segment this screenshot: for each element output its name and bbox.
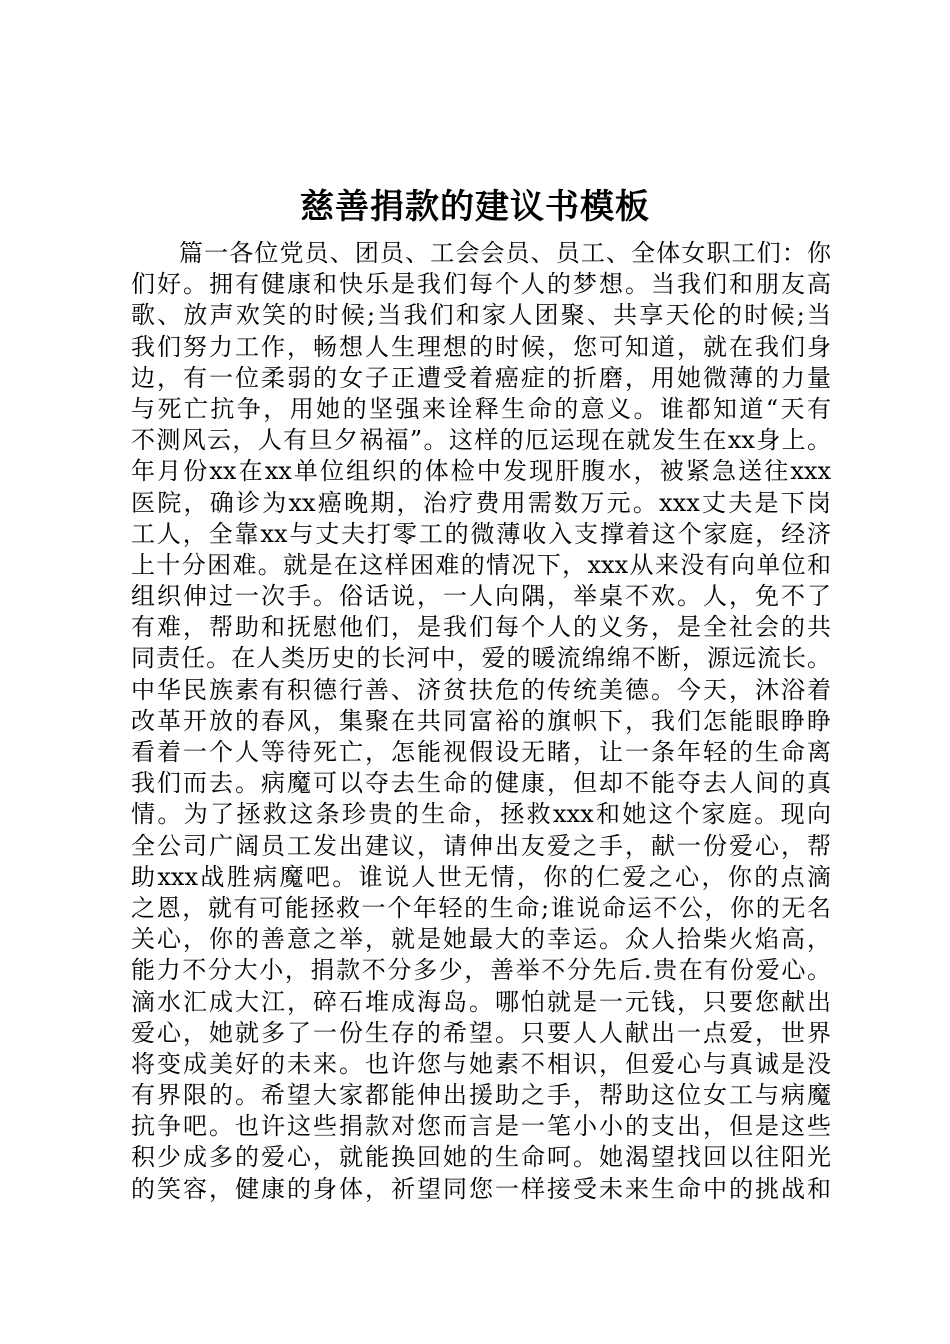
body-line: 能力不分大小，捐款不分多少，善举不分先后.贵在有份爱心。 [131, 956, 831, 985]
body-line: 我们而去。病魔可以夺去生命的健康，但却不能夺去人间的真 [131, 769, 831, 798]
body-line: 的笑容，健康的身体，祈望同您一样接受未来生命中的挑战和 [131, 1174, 831, 1203]
body-line: 我们努力工作，畅想人生理想的时候，您可知道，就在我们身 [131, 332, 831, 361]
document-title: 慈善捐款的建议书模板 [300, 187, 650, 227]
body-line: 看着一个人等待死亡，怎能视假设无睹，让一条年轻的生命离 [131, 738, 831, 766]
body-line: 上十分困难。就是在这样困难的情况下，xxx从来没有向单位和 [131, 550, 831, 579]
body-line: 同责任。在人类历史的长河中，爱的暖流绵绵不断，源远流长。 [131, 644, 831, 673]
body-line: 篇一各位党员、团员、工会会员、员工、全体女职工们：你 [179, 239, 831, 267]
body-line: 与死亡抗争，用她的坚强来诠释生命的意义。谁都知道“天有 [131, 394, 831, 423]
body-line: 年月份xx在xx单位组织的体检中发现肝腹水，被紧急送往xxx [131, 457, 831, 486]
body-line: 助xxx战胜病魔吧。谁说人世无情，你的仁爱之心，你的点滴 [131, 862, 831, 891]
body-line: 组织伸过一次手。俗话说，一人向隅，举桌不欢。人，免不了 [131, 582, 831, 611]
body-line: 工人，全靠xx与丈夫打零工的微薄收入支撑着这个家庭，经济 [131, 519, 831, 548]
body-line: 全公司广阔员工发出建议，请伸出友爱之手，献一份爱心，帮 [131, 831, 831, 860]
body-line: 将变成美好的未来。也许您与她素不相识，但爱心与真诚是没 [131, 1049, 831, 1078]
body-line: 歌、放声欢笑的时候;当我们和家人团聚、共享天伦的时候;当 [131, 301, 831, 330]
body-line: 关心，你的善意之举，就是她最大的幸运。众人拾柴火焰高， [131, 925, 831, 954]
body-line: 情。为了拯救这条珍贵的生命，拯救xxx和她这个家庭。现向 [131, 800, 831, 829]
body-line: 边，有一位柔弱的女子正遭受着癌症的折磨，用她微薄的力量 [131, 363, 831, 392]
body-line: 之恩，就有可能拯救一个年轻的生命;谁说命运不公，你的无名 [131, 893, 831, 922]
body-line: 爱心，她就多了一份生存的希望。只要人人献出一点爱，世界 [131, 1018, 831, 1047]
body-line: 医院，确诊为xx癌晚期，治疗费用需数万元。xxx丈夫是下岗 [131, 488, 831, 517]
body-line: 滴水汇成大江，碎石堆成海岛。哪怕就是一元钱，只要您献出 [131, 987, 831, 1016]
body-line: 不测风云，人有旦夕祸福”。这样的厄运现在就发生在xx身上。 [131, 426, 831, 455]
body-line: 抗争吧。也许这些捐款对您而言是一笔小小的支出，但是这些 [131, 1112, 831, 1141]
body-line: 改革开放的春风，集聚在共同富裕的旗帜下，我们怎能眼睁睁 [131, 706, 831, 735]
body-line: 中华民族素有积德行善、济贫扶危的传统美德。今天，沐浴着 [131, 675, 831, 704]
body-line: 们好。拥有健康和快乐是我们每个人的梦想。当我们和朋友高 [131, 270, 831, 299]
body-line: 积少成多的爱心，就能换回她的生命呵。她渴望找回以往阳光 [131, 1143, 831, 1172]
document-body [131, 238, 831, 1205]
body-line: 有界限的。希望大家都能伸出援助之手，帮助这位女工与病魔 [131, 1081, 831, 1110]
body-line: 有难，帮助和抚慰他们，是我们每个人的义务，是全社会的共 [131, 613, 831, 642]
